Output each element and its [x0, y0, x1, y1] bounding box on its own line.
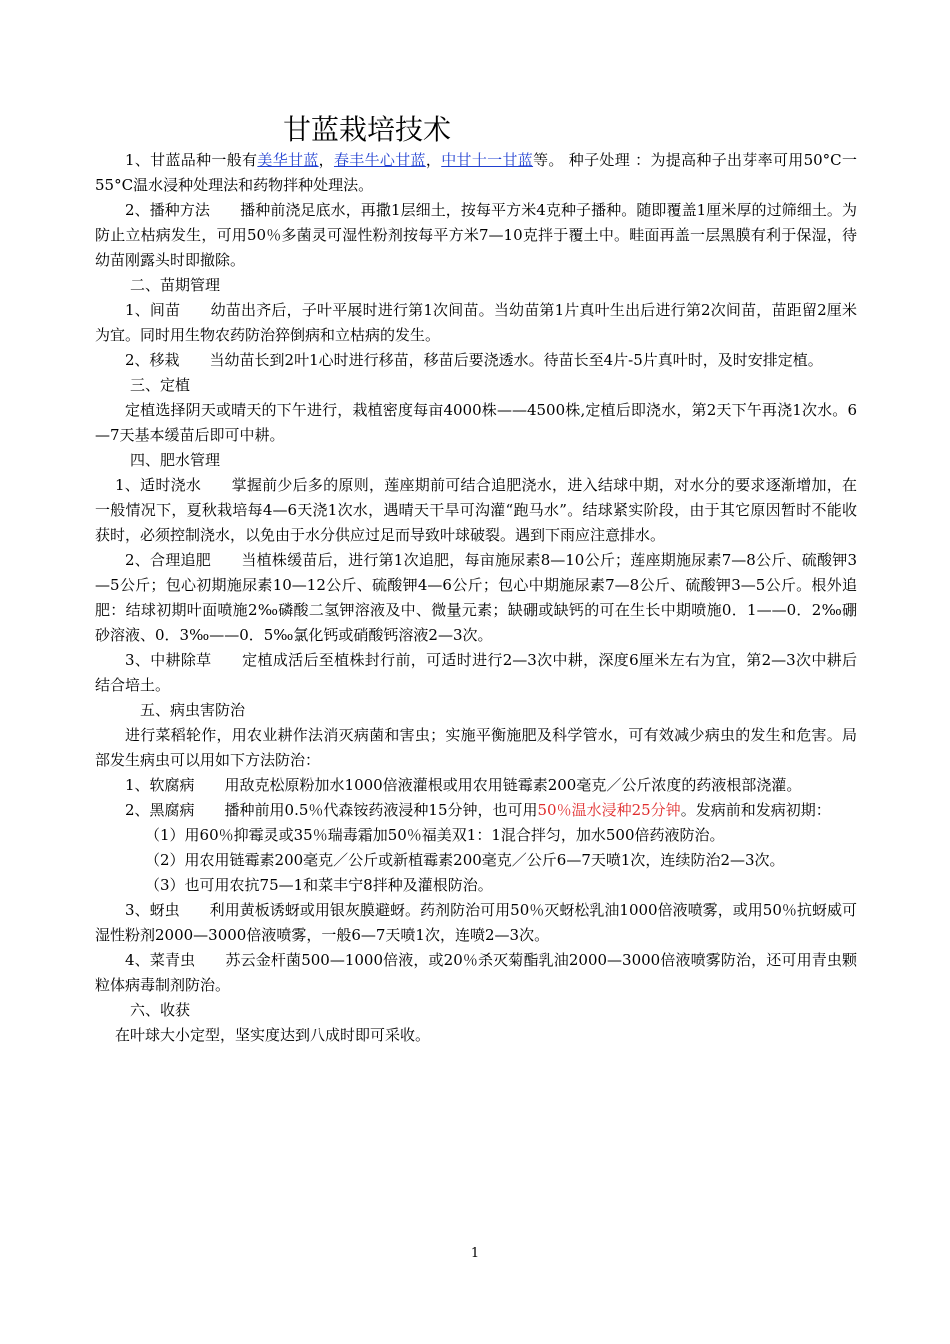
section-heading-planting: 三、定植 — [130, 376, 191, 394]
document-title: 甘蓝栽培技术 — [283, 113, 452, 146]
page-number: 1 — [470, 1246, 480, 1261]
black-rot-highlight: 50％温水浸种25分钟 — [537, 801, 681, 819]
black-rot-prefix: 2、黑腐病 播种前用0.5％代森铵药液浸种15分钟，也可用 — [125, 801, 538, 819]
section-heading-seedling: 二、苗期管理 — [130, 276, 221, 294]
pest-intro-paragraph: 进行菜稻轮作，用农业耕作法消灭病菌和害虫；实施平衡施肥及科学管水，可有效减少病虫的发生和危害。局部发生病虫可以用如下方法防治： — [95, 726, 857, 769]
cabbage-worm-paragraph: 4、菜青虫 苏云金杆菌500—1000倍液，或20％杀灭菊酯乳油2000—3000倍液喷雾防治，还可用青虫颗粒体病毒制剂防治。 — [95, 951, 857, 994]
aphid-paragraph: 3、蚜虫 利用黄板诱蚜或用银灰膜避蚜。药剂防治可用50％灭蚜松乳油1000倍液喷雾，或用50％抗蚜威可湿性粉剂2000—3000倍液喷雾，一般6—7天喷1次，连喷2—3次。 — [95, 901, 857, 944]
black-rot-paragraph — [95, 798, 857, 823]
document-body — [95, 148, 857, 1048]
fertilizing-paragraph: 2、合理追肥 当植株缓苗后，进行第1次追肥，每亩施尿素8—10公斤；莲座期施尿素7—8公斤、硫酸钾3—5公斤；包心初期施尿素10—12公斤、硫酸钾4—6公斤；包心中期施尿素7—8公斤、硫酸钾3—5公斤。根外追肥：结球初期叶面喷施2‰磷酸二氢钾溶液及中、微量元素；缺硼或缺钙的可在生长中期喷施0．1——0．2‰硼砂溶液、0．3‰——0．5‰氯化钙或硝酸钙溶液2—3次。 — [95, 551, 857, 644]
variety-link-meihua[interactable]: 美华甘蓝 — [257, 151, 319, 169]
intro-p1-prefix: 1、甘蓝品种一般有 — [125, 151, 258, 169]
soft-rot-paragraph: 1、软腐病 用敌克松原粉加水1000倍液灌根或用农用链霉素200毫克／公斤浓度的药液根部浇灌。 — [125, 776, 802, 794]
watering-paragraph: 1、适时浇水 掌握前少后多的原则，莲座期前可结合追肥浇水，进入结球中期，对水分的要求逐渐增加，在一般情况下，夏秋栽培每4—6天浇1次水，遇晴天干旱可沟灌“跑马水”。结球紧实阶段，由于其它原因暂时不能收获时，必须控制浇水，以免由于水分供应过足而导致叶球破裂。遇到下雨应注意排水。 — [95, 476, 857, 544]
treatment-item-1: （1）用60％抑霉灵或35％瑞毒霜加50％福美双1：1混合拌匀，加水500倍药液防治。 — [145, 826, 725, 844]
intro-paragraph-2: 2、播种方法 播种前浇足底水，再撒1层细土，按每平方米4克种子播种。随即覆盖1厘米厚的过筛细土。为防止立枯病发生，可用50％多菌灵可湿性粉剂按每平方米7—10克拌于覆土中。畦面再盖一层黑膜有利于保湿，待幼苗刚露头时即撤除。 — [95, 201, 857, 269]
variety-link-chunfeng[interactable]: 春丰牛心甘蓝 — [333, 151, 426, 169]
black-rot-suffix: 。发病前和发病初期： — [680, 801, 831, 819]
seedling-thinning-paragraph: 1、间苗 幼苗出齐后，子叶平展时进行第1次间苗。当幼苗第1片真叶生出后进行第2次间苗，苗距留2厘米为宜。同时用生物农药防治猝倒病和立枯病的发生。 — [95, 301, 857, 344]
treatment-item-2: （2）用农用链霉素200毫克／公斤或新植霉素200毫克／公斤6—7天喷1次，连续防治2—3次。 — [145, 851, 785, 869]
harvest-paragraph: 在叶球大小定型，坚实度达到八成时即可采收。 — [115, 1026, 431, 1044]
section-heading-pest: 五、病虫害防治 — [140, 701, 246, 719]
seedling-transplant-paragraph: 2、移栽 当幼苗长到2叶1心时进行移苗，移苗后要浇透水。待苗长至4片-5片真叶时，及时安排定植。 — [125, 351, 823, 369]
separator: ， — [425, 151, 442, 169]
intro-paragraph-1 — [95, 148, 857, 198]
variety-link-zhonggan[interactable]: 中甘十一甘蓝 — [441, 151, 534, 169]
separator: ， — [318, 151, 334, 169]
intro-p1-suffix: 等。 种子处理 ：为提高种子出芽率可用50°C一55°C温水浸种处理法和药物拌种处理法。 — [95, 151, 857, 194]
section-heading-fertilizer: 四、肥水管理 — [130, 451, 221, 469]
treatment-item-3: （3）也可用农抗75—1和菜丰宁8拌种及灌根防治。 — [145, 876, 493, 894]
section-heading-harvest: 六、收获 — [130, 1001, 191, 1019]
weeding-paragraph: 3、中耕除草 定植成活后至植株封行前，可适时进行2—3次中耕，深度6厘米左右为宜，第2—3次中耕后结合培土。 — [95, 651, 857, 694]
planting-paragraph: 定植选择阴天或晴天的下午进行，栽植密度每亩4000株——4500株,定植后即浇水，第2天下午再浇1次水。6—7天基本缓苗后即可中耕。 — [95, 401, 857, 444]
